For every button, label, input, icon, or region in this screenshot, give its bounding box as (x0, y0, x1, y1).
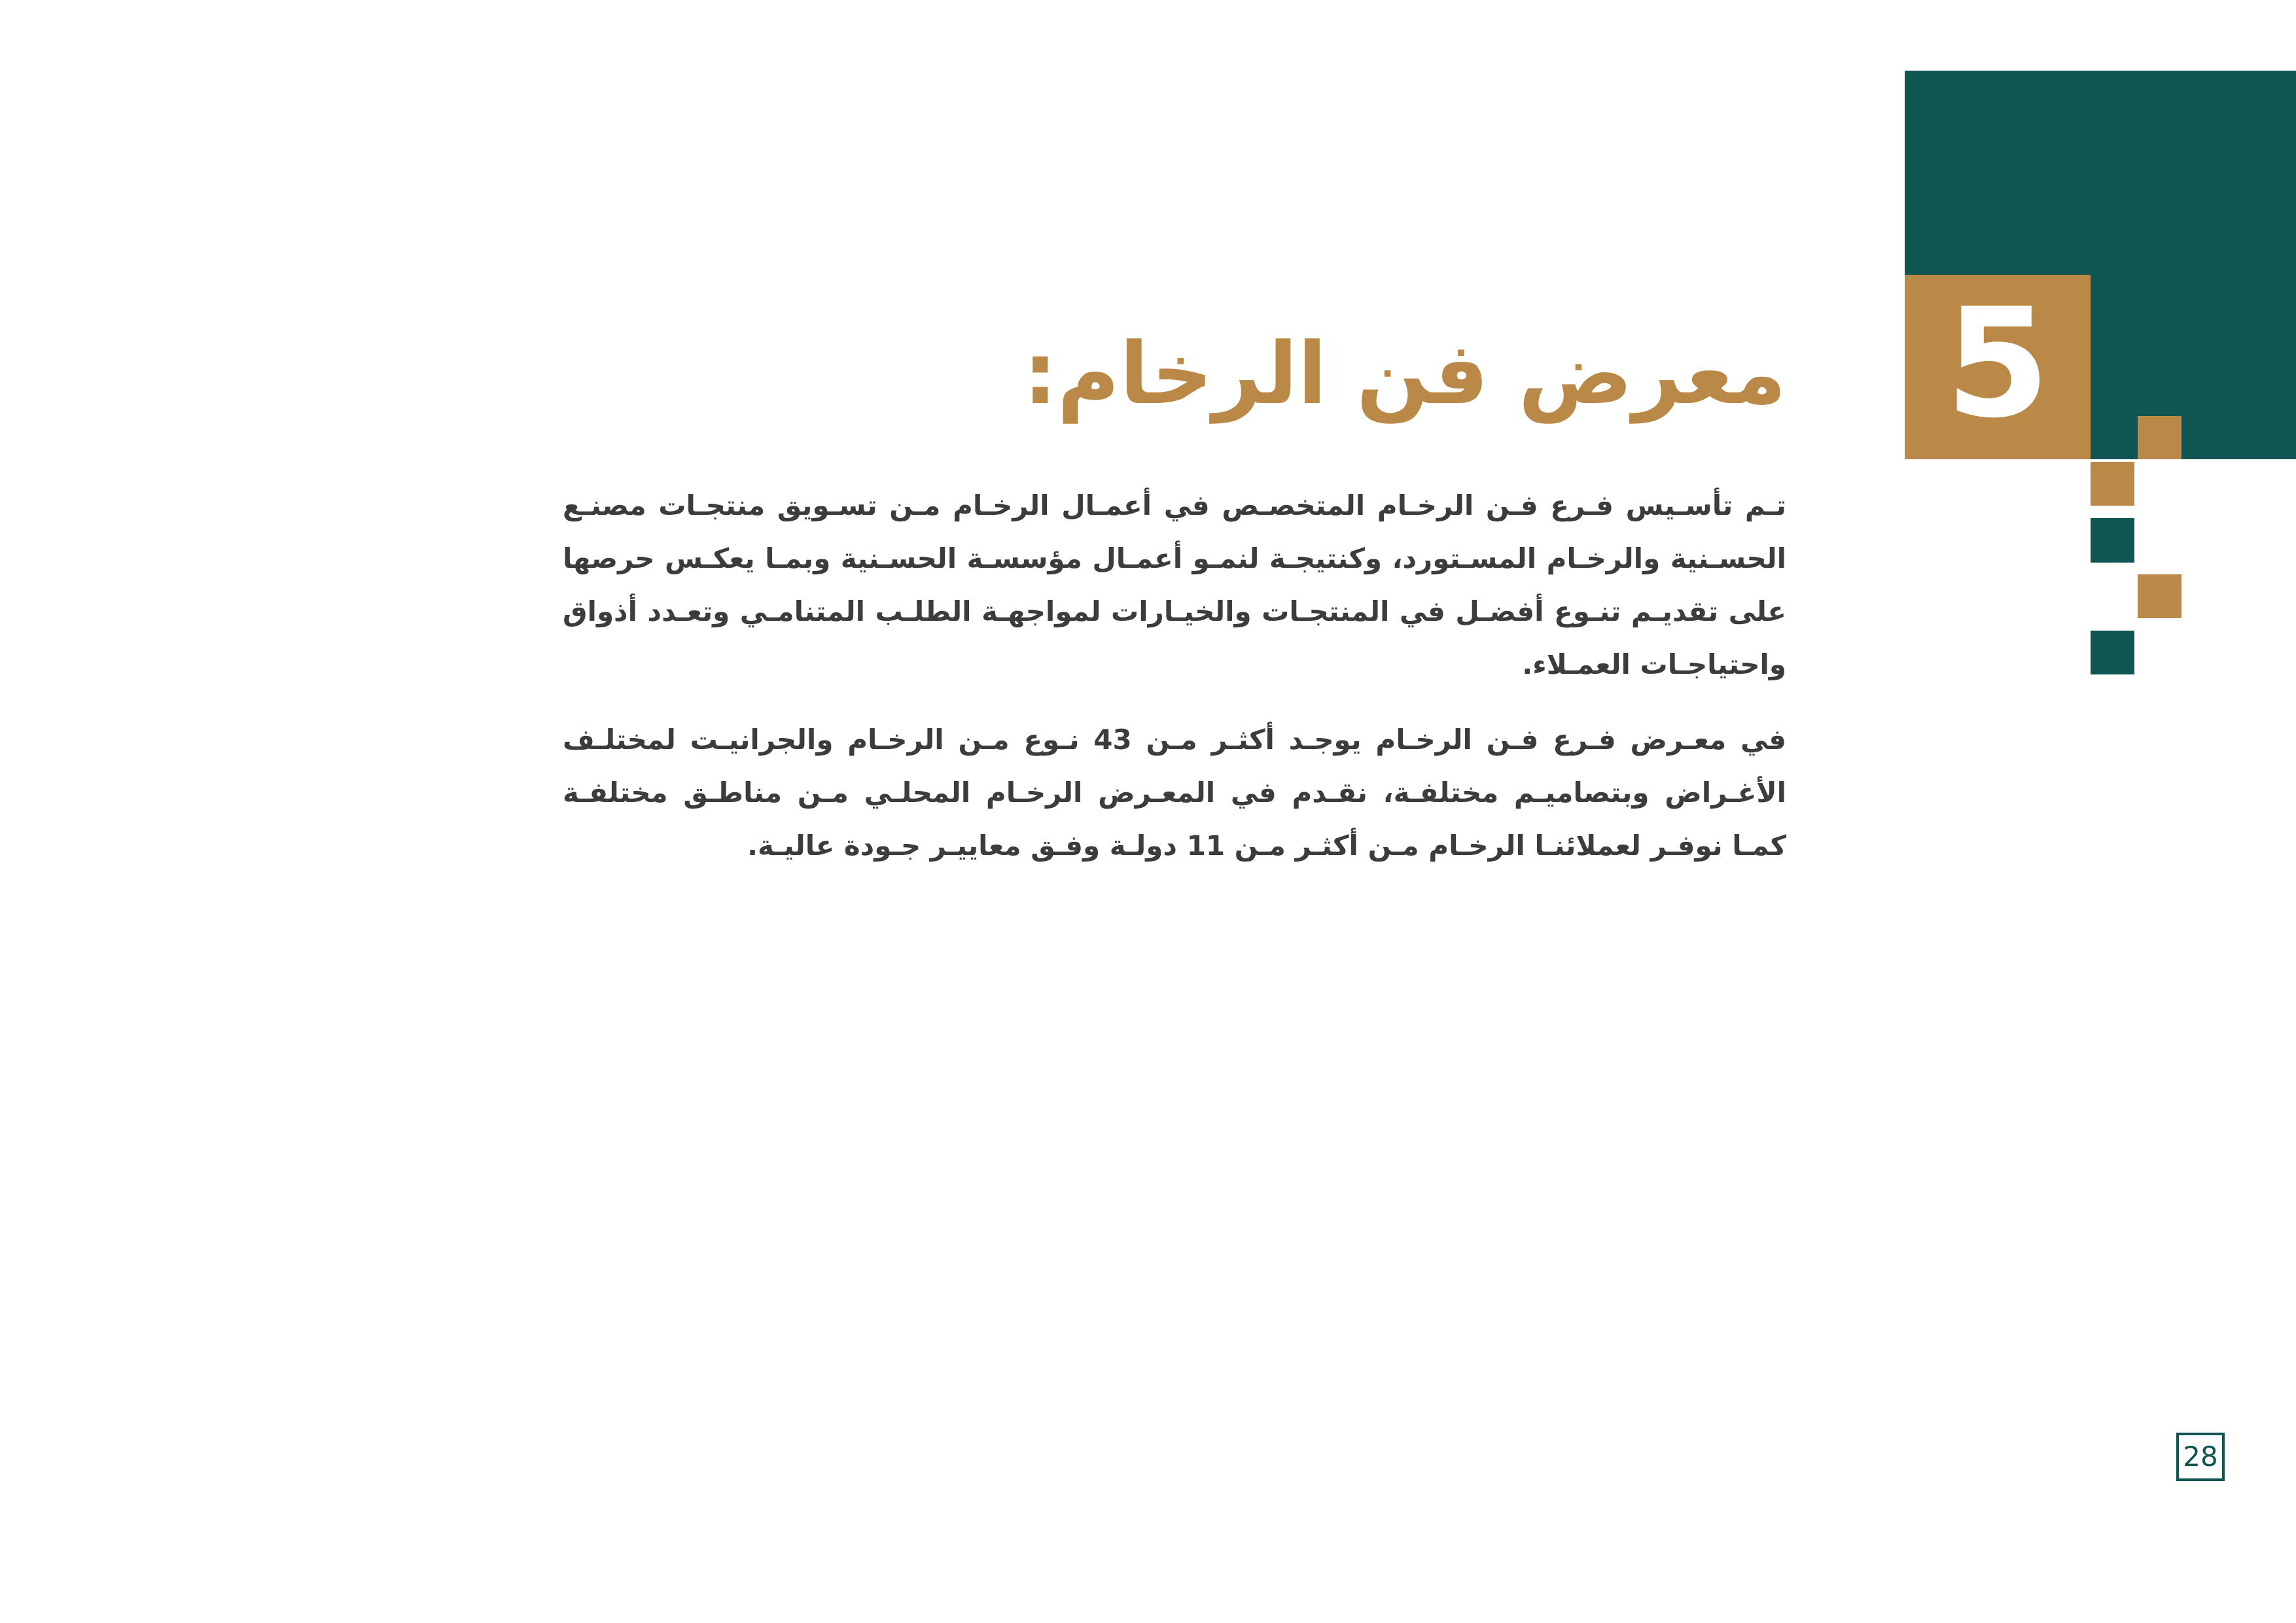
decorative-square (2091, 462, 2134, 506)
decorative-square (2138, 416, 2181, 459)
section-number-badge (1905, 275, 2091, 459)
decorative-square (2091, 631, 2134, 674)
body-paragraph: في معـرض فـرع فـن الرخـام يوجـد أكثـر مـن 43 نـوع مـن الرخـام والجرانيـت لمختلـف الأغـراض وبتصاميـم مختلفـة، نقـدم في المعـرض الرخـام المحلـي مـن مناطـق مختلفـة كمـا نوفـر لعملائنـا الرخـام مـن أكثـر مـن 11 دولـة وفـق معاييـر جـودة عاليـة. (563, 724, 1786, 862)
decorative-square (2138, 574, 2181, 618)
page-number: 28 (2176, 1433, 2225, 1481)
body-paragraph: تـم تأسـيس فـرع فـن الرخـام المتخصـص في أعمـال الرخـام مـن تسـويق منتجـات مصنـع الحسـنية والرخـام المسـتورد، وكنتيجـة لنمـو أعمـال مؤسسـة الحسـنية وبمـا يعكـس حرصها على تقديـم تنـوع أفضـل في المنتجـات والخيـارات لمواجهـة الطلـب المتنامـي وتعـدد أذواق واحتياجـات العمـلاء. (563, 489, 1786, 680)
section-title: معرض فن الرخام: (1023, 324, 1786, 423)
section-number: 5 (1945, 277, 2051, 451)
decorative-square (2091, 518, 2134, 563)
